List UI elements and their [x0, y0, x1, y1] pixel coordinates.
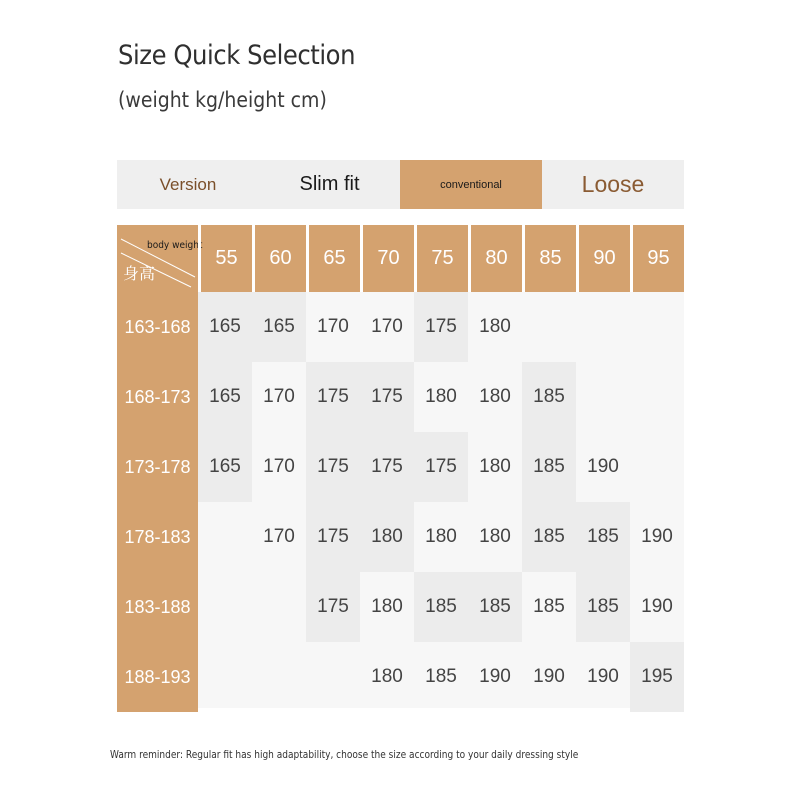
- size-cell: 185: [533, 596, 565, 617]
- weight-header-cell: 55: [198, 225, 252, 292]
- size-cell: 180: [371, 596, 403, 617]
- page-title: Size Quick Selection: [118, 40, 356, 71]
- size-cell: 180: [479, 316, 511, 337]
- size-cell: [252, 642, 306, 712]
- height-range-cell: 163-168: [117, 292, 198, 362]
- size-cell: 180: [425, 386, 457, 407]
- size-cell: 185: [576, 502, 630, 572]
- weight-header-cell: 70: [360, 225, 414, 292]
- size-cell: 180: [371, 666, 403, 687]
- size-cell: 185: [576, 572, 630, 642]
- size-cell: 190: [479, 666, 511, 687]
- size-cell: 165: [198, 362, 252, 432]
- size-cell: [630, 362, 684, 432]
- size-cell: [252, 572, 306, 642]
- table-corner: [117, 225, 203, 292]
- size-cell: 190: [533, 666, 565, 687]
- size-cell: 165: [198, 292, 252, 362]
- size-cell: 180: [479, 386, 511, 407]
- size-cell: [522, 292, 576, 362]
- size-cell: [198, 642, 252, 712]
- corner-height-label: 身高: [123, 266, 156, 283]
- size-cell: 170: [263, 526, 295, 547]
- weight-header-cell: 80: [468, 225, 522, 292]
- size-cell: 185: [522, 432, 576, 502]
- size-cell: 175: [414, 432, 468, 502]
- size-cell: 185: [468, 572, 522, 642]
- weight-header-cell: 75: [414, 225, 468, 292]
- height-range-cell: 188-193: [117, 642, 198, 712]
- height-range-cell: 178-183: [117, 502, 198, 572]
- height-range-cell: 168-173: [117, 362, 198, 432]
- size-cell: [306, 642, 360, 712]
- page-subtitle: (weight kg/height cm): [118, 88, 327, 112]
- size-cell: 185: [414, 572, 468, 642]
- size-cell: 180: [360, 502, 414, 572]
- corner-weight-label: body weight: [147, 240, 203, 251]
- size-cell: 170: [371, 316, 403, 337]
- size-cell: [576, 362, 630, 432]
- size-cell: 190: [587, 456, 619, 477]
- size-cell: 185: [522, 362, 576, 432]
- size-cell: [576, 292, 630, 362]
- size-cell: 170: [317, 316, 349, 337]
- version-option-loose[interactable]: Loose: [581, 171, 645, 197]
- height-range-cell: 183-188: [117, 572, 198, 642]
- size-cell: [630, 292, 684, 362]
- size-cell: 190: [641, 526, 673, 547]
- size-cell: 180: [479, 456, 511, 477]
- size-cell: 185: [522, 502, 576, 572]
- size-cell: 175: [306, 432, 360, 502]
- size-cell: 165: [252, 292, 306, 362]
- size-cell: 180: [425, 526, 457, 547]
- size-table: [117, 225, 684, 708]
- size-cell: 175: [360, 432, 414, 502]
- version-option-conventional[interactable]: conventional: [400, 160, 542, 209]
- size-cell: 190: [587, 666, 619, 687]
- size-cell: [198, 572, 252, 642]
- weight-header-cell: 90: [576, 225, 630, 292]
- size-cell: 175: [306, 362, 360, 432]
- size-cell: 175: [414, 292, 468, 362]
- size-cell: [198, 502, 252, 572]
- size-cell: 175: [306, 572, 360, 642]
- size-cell: 195: [630, 642, 684, 712]
- size-cell: 170: [263, 456, 295, 477]
- weight-header-cell: 60: [252, 225, 306, 292]
- weight-header-cell: 95: [630, 225, 684, 292]
- weight-header-cell: 85: [522, 225, 576, 292]
- size-cell: [630, 432, 684, 502]
- weight-header-cell: 65: [306, 225, 360, 292]
- size-cell: 165: [198, 432, 252, 502]
- size-cell: 175: [360, 362, 414, 432]
- size-cell: 180: [479, 526, 511, 547]
- warm-reminder-note: Warm reminder: Regular fit has high adaptability, choose the size according to your daily dressing style: [110, 748, 579, 761]
- version-label: Version: [159, 174, 217, 194]
- size-cell: 185: [425, 666, 457, 687]
- height-range-cell: 173-178: [117, 432, 198, 502]
- version-option-slim-fit[interactable]: Slim fit: [299, 173, 360, 195]
- version-bar: [117, 160, 684, 209]
- size-cell: 190: [641, 596, 673, 617]
- size-cell: 175: [306, 502, 360, 572]
- size-cell: 170: [263, 386, 295, 407]
